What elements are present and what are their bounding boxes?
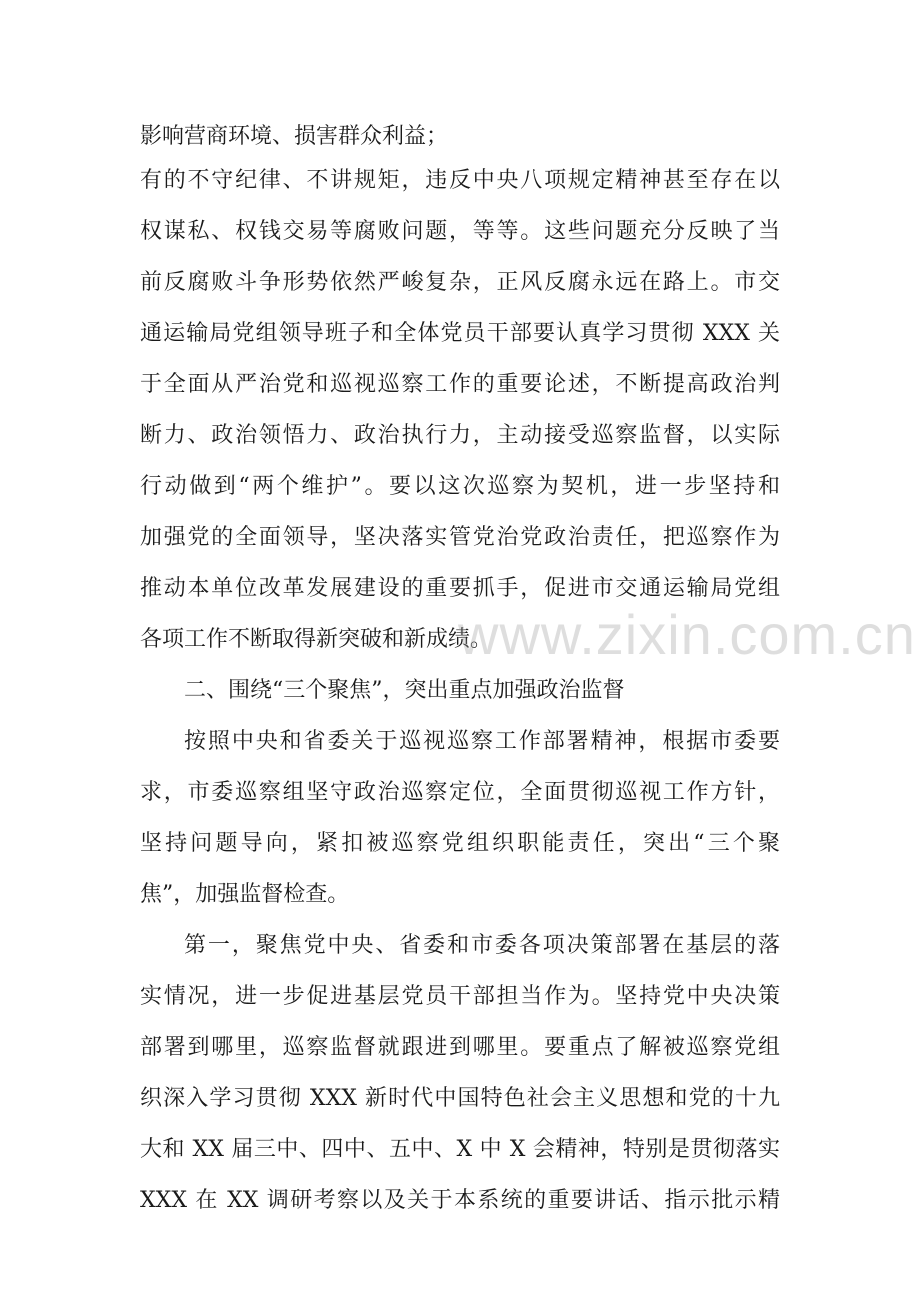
text-line: 部署到哪里，巡察监督就跟进到哪里。要重点了解被巡察党组	[140, 1035, 780, 1060]
text-line: 织深入学习贯彻 XXX 新时代中国特色社会主义思想和党的十九	[140, 1086, 780, 1111]
text-line: 各项工作不断取得新突破和新成绩。	[140, 627, 493, 652]
text-line: 行动做到“两个维护”。要以这次巡察为契机，进一步坚持和	[140, 474, 780, 499]
text-line: 坚持问题导向，紧扣被巡察党组织职能责任，突出“三个聚	[140, 831, 780, 856]
text-line: 大和 XX 届三中、四中、五中、X 中 X 会精神，特别是贯彻落实	[140, 1137, 780, 1162]
text-line: 断力、政治领悟力、政治执行力，主动接受巡察监督，以实际	[140, 423, 780, 448]
text-line: XXX 在 XX 调研考察以及关于本系统的重要讲话、指示批示精	[140, 1188, 780, 1213]
text-line: 焦”，加强监督检查。	[140, 882, 350, 907]
text-line: 推动本单位改革发展建设的重要抓手，促进市交通运输局党组	[140, 576, 780, 601]
text-line: 求，市委巡察组坚守政治巡察定位，全面贯彻巡视工作方针，	[140, 780, 780, 805]
watermark: www.zixin.com.cn	[458, 603, 916, 666]
text-line: 第一，聚焦党中央、省委和市委各项决策部署在基层的落	[184, 933, 780, 958]
text-line: 实情况，进一步促进基层党员干部担当作为。坚持党中央决策	[140, 984, 780, 1009]
text-line: 有的不守纪律、不讲规矩，违反中央八项规定精神甚至存在以	[140, 168, 780, 193]
text-line: 影响营商环境、损害群众利益；	[140, 124, 449, 149]
text-line: 按照中央和省委关于巡视巡察工作部署精神，根据市委要	[184, 729, 780, 754]
text-line: 加强党的全面领导，坚决落实管党治党政治责任，把巡察作为	[140, 525, 780, 550]
section-heading: 二、围绕“三个聚焦”，突出重点加强政治监督	[184, 678, 625, 703]
text-line: 通运输局党组领导班子和全体党员干部要认真学习贯彻 XXX 关	[140, 321, 780, 346]
text-line: 权谋私、权钱交易等腐败问题，等等。这些问题充分反映了当	[140, 219, 780, 244]
text-line: 前反腐败斗争形势依然严峻复杂，正风反腐永远在路上。市交	[140, 270, 780, 295]
text-line: 于全面从严治党和巡视巡察工作的重要论述，不断提高政治判	[140, 372, 780, 397]
